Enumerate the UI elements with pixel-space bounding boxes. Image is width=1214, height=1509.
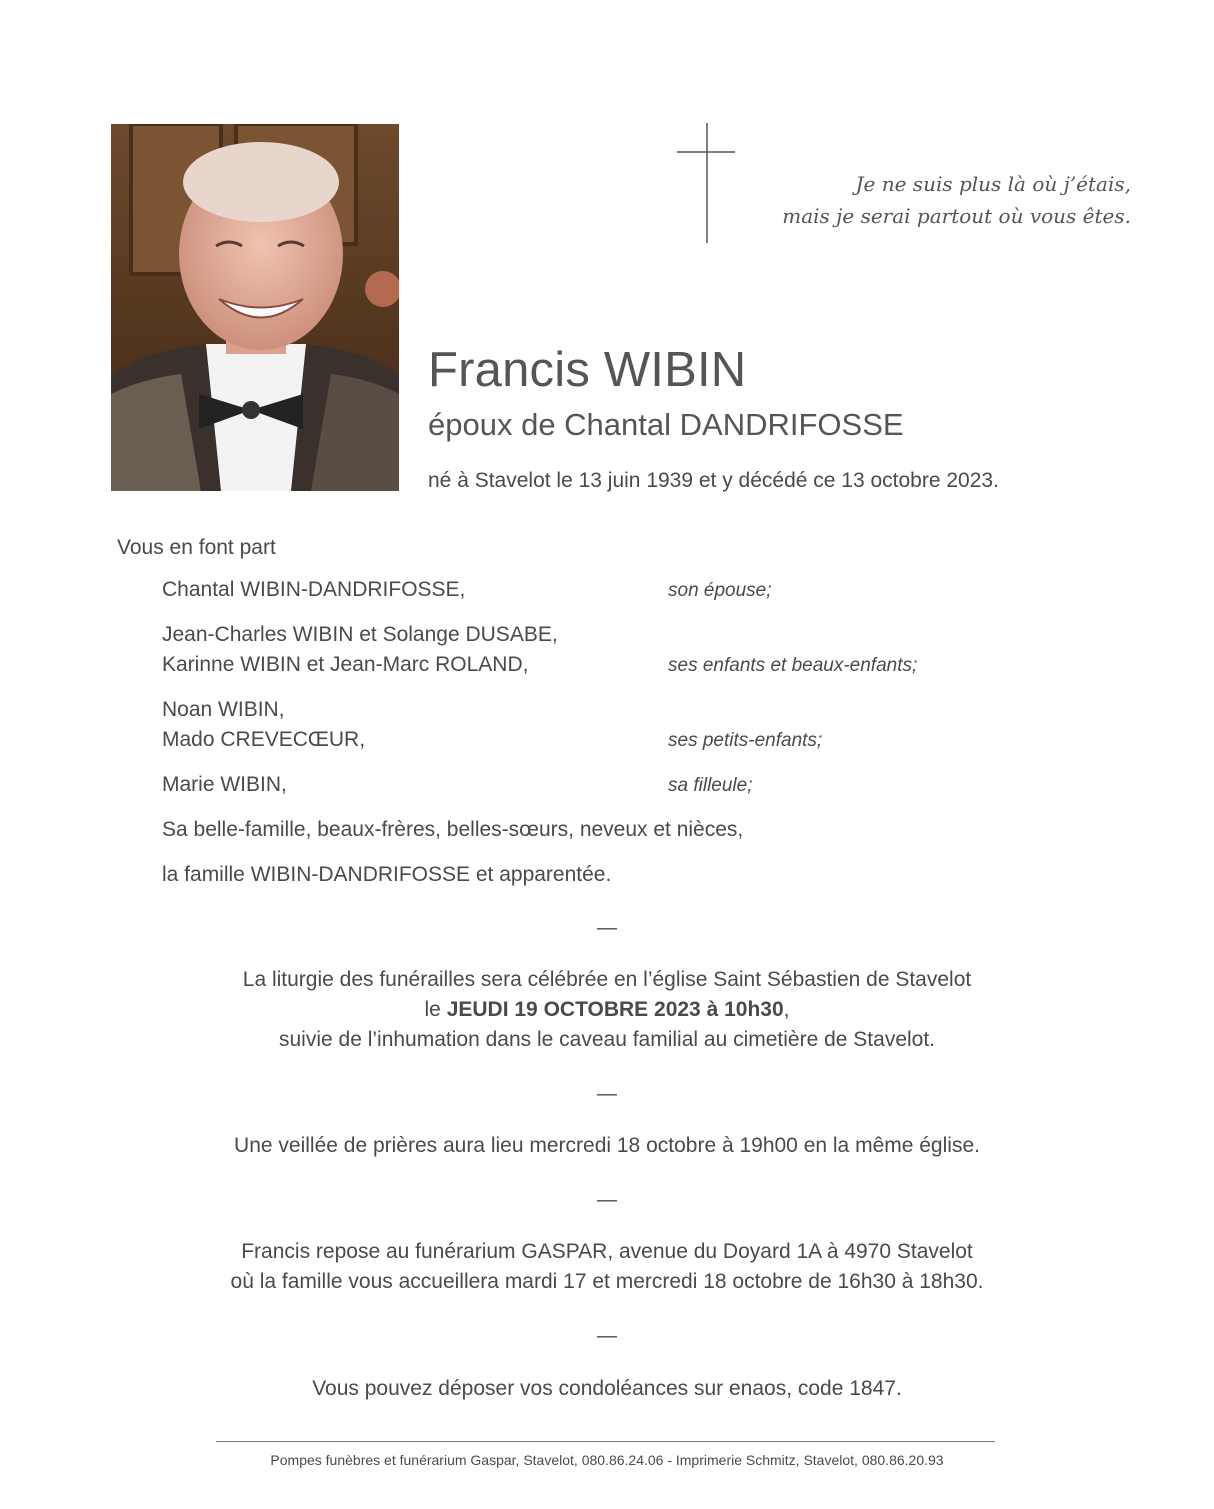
family-name: Jean-Charles WIBIN et Solange DUSABE, [162,623,558,646]
family-extra: la famille WIBIN-DANDRIFOSSE et apparentée. [162,863,612,886]
separator: — [597,917,617,939]
family-relation: sa filleule; [668,775,753,796]
footer-credits: Pompes funèbres et funérarium Gaspar, Stavelot, 080.86.24.06 - Imprimerie Schmitz, Stavelot, 080.86.20.93 [270,1452,944,1468]
visitation-line-1: Francis repose au funérarium GASPAR, avenue du Doyard 1A à 4970 Stavelot [241,1240,973,1263]
memorial-quote [782,168,1131,232]
cross-icon [676,123,736,243]
vigil-line: Une veillée de prières aura lieu mercredi 18 octobre à 19h00 en la même église. [234,1134,980,1157]
visitation-line-2: où la famille vous accueillera mardi 17 et mercredi 18 octobre de 16h30 à 18h30. [230,1270,984,1293]
quote-line-1: Je ne suis plus là où j’étais, [855,172,1131,196]
family-relation: ses petits-enfants; [668,730,823,751]
family-extra: Sa belle-famille, beaux-frères, belles-sœurs, neveux et nièces, [162,818,744,841]
funeral-date-suffix: , [783,998,790,1021]
funeral-line-1: La liturgie des funérailles sera célébrée en l’église Saint Sébastien de Stavelot [242,968,972,991]
visitation-details [0,1237,1214,1297]
deceased-name: Francis WIBIN [428,343,747,397]
family-name: Noan WIBIN, [162,698,285,721]
spouse-line: époux de Chantal DANDRIFOSSE [428,407,904,442]
funeral-date: JEUDI 19 OCTOBRE 2023 à 10h30 [446,998,784,1021]
family-relation: son épouse; [668,580,772,601]
condolences-line: Vous pouvez déposer vos condoléances sur enaos, code 1847. [312,1377,902,1400]
family-name: Chantal WIBIN-DANDRIFOSSE, [162,578,466,601]
family-relation: ses enfants et beaux-enfants; [668,655,918,676]
footer-divider [216,1441,995,1442]
family-intro: Vous en font part [117,536,276,559]
funeral-details [0,965,1214,1055]
separator: — [597,1325,617,1347]
quote-line-2: mais je serai partout où vous êtes. [782,204,1131,228]
funeral-date-prefix: le [424,998,447,1021]
family-name: Marie WIBIN, [162,773,287,796]
family-name: Karinne WIBIN et Jean-Marc ROLAND, [162,653,529,676]
funeral-line-2 [0,995,1214,1025]
family-name: Mado CREVECŒUR, [162,728,366,751]
separator: — [597,1083,617,1105]
funeral-line-3: suivie de l’inhumation dans le caveau familial au cimetière de Stavelot. [278,1028,936,1051]
birth-death-line: né à Stavelot le 13 juin 1939 et y décédé ce 13 octobre 2023. [428,469,999,492]
separator: — [597,1189,617,1211]
portrait-photo [111,124,399,491]
